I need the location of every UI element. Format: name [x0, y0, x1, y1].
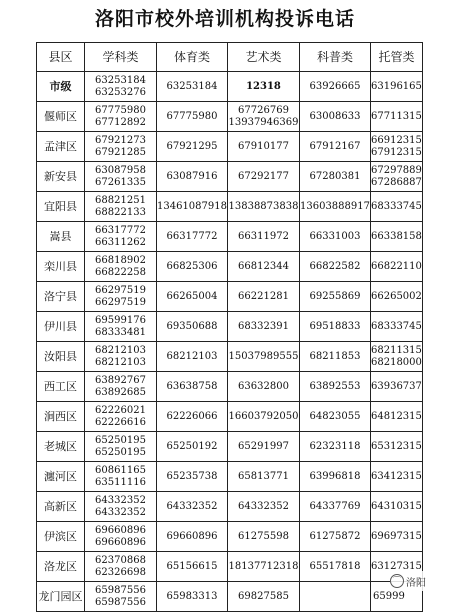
care-phone-cell: [371, 402, 423, 432]
subject-phone-cell: [85, 402, 157, 432]
phone-number: 67910177: [238, 140, 289, 152]
table-body: [37, 72, 423, 612]
science-phone-cell: [300, 582, 371, 612]
phone-number: 66818902: [95, 254, 146, 266]
phone-number: 63087958: [95, 164, 146, 176]
care-phone-cell: [371, 522, 423, 552]
table-header-row: [37, 43, 423, 72]
phone-number: 69660896: [95, 524, 146, 536]
arts-phone-cell: [228, 462, 300, 492]
phone-number: 68333481: [95, 326, 146, 338]
phone-number: 69350688: [166, 320, 218, 332]
phone-number: 67921295: [166, 140, 218, 152]
phone-number: 64332352: [95, 506, 146, 518]
county-cell: 宜阳县: [37, 192, 85, 222]
phone-number: 67712892: [95, 116, 146, 128]
phone-number: 16603792050: [228, 410, 299, 422]
phone-number: 63008633: [309, 110, 361, 122]
phone-number: 66317772: [95, 224, 146, 236]
phone-number: 66822582: [309, 260, 361, 272]
phone-number: 67292177: [238, 170, 289, 182]
phone-number: 64823055: [309, 410, 361, 422]
subject-phone-cell: [85, 522, 157, 552]
phone-number: 13461087918: [157, 200, 227, 212]
column-header: 体育类: [157, 43, 228, 72]
table-row: [37, 252, 423, 282]
subject-phone-cell: [85, 162, 157, 192]
column-header: 学科类: [85, 43, 157, 72]
care-phone-cell: [371, 432, 423, 462]
county-cell: 栾川县: [37, 252, 85, 282]
phone-number: 65987556: [95, 596, 146, 608]
sports-phone-cell: [157, 132, 228, 162]
phone-number: 67912315: [371, 146, 422, 158]
care-phone-cell: [371, 102, 423, 132]
phone-number: 68218000: [371, 356, 422, 368]
subject-phone-cell: [85, 102, 157, 132]
subject-phone-cell: [85, 72, 157, 102]
phone-number: 65250195: [95, 434, 146, 446]
phone-number: 66912315: [371, 134, 422, 146]
phone-number: 18137712318: [228, 560, 299, 572]
phone-number: 66825306: [166, 260, 218, 272]
county-cell: 市级: [37, 72, 85, 102]
phone-number: 63511116: [95, 476, 146, 488]
phone-number: 60861165: [95, 464, 146, 476]
phone-number: 69660896: [166, 530, 218, 542]
phone-number: 62226021: [95, 404, 146, 416]
column-header: 托管类: [371, 43, 423, 72]
care-phone-cell: [371, 282, 423, 312]
care-phone-cell: [371, 132, 423, 162]
phone-number: 65250192: [166, 440, 218, 452]
phone-number: 67921273: [95, 134, 146, 146]
science-phone-cell: [300, 552, 371, 582]
phone-number: 69697315: [371, 530, 422, 542]
phone-number: 65235738: [166, 470, 218, 482]
phone-number: 68211315: [371, 344, 422, 356]
phone-number: 67775980: [95, 104, 146, 116]
phone-number: 64337769: [309, 500, 361, 512]
arts-phone-cell: [228, 252, 300, 282]
phone-number: 68333745: [371, 320, 422, 332]
science-phone-cell: [300, 342, 371, 372]
phone-number: 66297519: [95, 284, 146, 296]
phone-number: 67286887: [371, 176, 422, 188]
complaint-phone-table: [36, 42, 423, 612]
science-phone-cell: [300, 282, 371, 312]
subject-phone-cell: [85, 132, 157, 162]
phone-number: 61275598: [238, 530, 289, 542]
sports-phone-cell: [157, 492, 228, 522]
phone-number: 63253184: [166, 80, 218, 92]
phone-number: 68212103: [95, 344, 146, 356]
phone-number: 65156615: [166, 560, 218, 572]
phone-number: 63087916: [166, 170, 218, 182]
phone-number: 63196165: [371, 80, 422, 92]
phone-number: 63892685: [95, 386, 146, 398]
sports-phone-cell: [157, 342, 228, 372]
table-row: [37, 222, 423, 252]
phone-number: 65517818: [309, 560, 361, 572]
care-phone-cell: [371, 492, 423, 522]
care-phone-cell: [371, 252, 423, 282]
phone-number: 63253276: [95, 86, 146, 98]
care-phone-cell: [371, 312, 423, 342]
subject-phone-cell: [85, 432, 157, 462]
phone-number: 66221281: [238, 290, 289, 302]
sports-phone-cell: [157, 222, 228, 252]
arts-phone-cell: [228, 342, 300, 372]
science-phone-cell: [300, 72, 371, 102]
care-phone-cell: [371, 162, 423, 192]
table-row: [37, 462, 423, 492]
phone-number: 65813771: [238, 470, 289, 482]
watermark-text: 洛阳: [406, 577, 426, 589]
table-row: [37, 492, 423, 522]
county-cell: 嵩县: [37, 222, 85, 252]
subject-phone-cell: [85, 282, 157, 312]
care-phone-cell: [371, 372, 423, 402]
phone-number: 12318: [246, 80, 281, 92]
phone-number: 65291997: [238, 440, 289, 452]
county-cell: 涧西区: [37, 402, 85, 432]
phone-number: 66311262: [95, 236, 146, 248]
phone-number: 64310315: [371, 500, 422, 512]
phone-number: 63892553: [309, 380, 361, 392]
phone-number: 68821251: [95, 194, 146, 206]
phone-number: 64812315: [371, 410, 422, 422]
phone-number: 67912167: [309, 140, 361, 152]
care-phone-cell: [371, 72, 423, 102]
county-cell: 孟津区: [37, 132, 85, 162]
table-row: [37, 372, 423, 402]
sports-phone-cell: [157, 192, 228, 222]
county-cell: 洛宁县: [37, 282, 85, 312]
table-row: [37, 342, 423, 372]
arts-phone-cell: [228, 432, 300, 462]
phone-number: 66297519: [95, 296, 146, 308]
arts-phone-cell: [228, 492, 300, 522]
phone-number: 67280381: [309, 170, 361, 182]
sports-phone-cell: [157, 252, 228, 282]
phone-number: 68212103: [166, 350, 218, 362]
county-cell: 伊滨区: [37, 522, 85, 552]
county-cell: 汝阳县: [37, 342, 85, 372]
sports-phone-cell: [157, 102, 228, 132]
table-row: [37, 132, 423, 162]
phone-number: 66822258: [95, 266, 146, 278]
science-phone-cell: [300, 522, 371, 552]
subject-phone-cell: [85, 312, 157, 342]
table-row: [37, 72, 423, 102]
table-row: [37, 102, 423, 132]
watermark: [390, 571, 450, 591]
phone-number: 66338158: [371, 230, 422, 242]
county-cell: 洛龙区: [37, 552, 85, 582]
phone-number: 68212103: [95, 356, 146, 368]
phone-number: 67726769: [238, 104, 289, 116]
phone-number: 68332391: [238, 320, 289, 332]
phone-number: 62226066: [166, 410, 218, 422]
county-cell: 高新区: [37, 492, 85, 522]
subject-phone-cell: [85, 192, 157, 222]
county-cell: 西工区: [37, 372, 85, 402]
phone-number: 67775980: [166, 110, 218, 122]
phone-number: 63892767: [95, 374, 146, 386]
subject-phone-cell: [85, 222, 157, 252]
arts-phone-cell: [228, 282, 300, 312]
sports-phone-cell: [157, 372, 228, 402]
table-row: [37, 282, 423, 312]
care-phone-cell: [371, 192, 423, 222]
science-phone-cell: [300, 162, 371, 192]
county-cell: 伊川县: [37, 312, 85, 342]
phone-number: 65999: [373, 590, 405, 602]
arts-phone-cell: [228, 552, 300, 582]
phone-number: 15037989555: [228, 350, 299, 362]
phone-number: 67297889: [371, 164, 422, 176]
phone-number: 69660896: [95, 536, 146, 548]
phone-number: 62323118: [309, 440, 361, 452]
subject-phone-cell: [85, 552, 157, 582]
science-phone-cell: [300, 252, 371, 282]
sports-phone-cell: [157, 402, 228, 432]
arts-phone-cell: [228, 162, 300, 192]
arts-phone-cell: [228, 522, 300, 552]
phone-number: 13838873838: [228, 200, 299, 212]
phone-number: 66311972: [238, 230, 289, 242]
arts-phone-cell: [228, 72, 300, 102]
table-row: [37, 402, 423, 432]
county-cell: 龙门园区: [37, 582, 85, 612]
sports-phone-cell: [157, 282, 228, 312]
table-row: [37, 192, 423, 222]
arts-phone-cell: [228, 402, 300, 432]
phone-number: 63936737: [371, 380, 422, 392]
science-phone-cell: [300, 102, 371, 132]
phone-number: 65987556: [95, 584, 146, 596]
phone-number: 66317772: [166, 230, 218, 242]
county-cell: 瀍河区: [37, 462, 85, 492]
science-phone-cell: [300, 432, 371, 462]
phone-number: 69255869: [309, 290, 361, 302]
phone-number: 64332352: [95, 494, 146, 506]
science-phone-cell: [300, 132, 371, 162]
table-row: [37, 552, 423, 582]
subject-phone-cell: [85, 372, 157, 402]
arts-phone-cell: [228, 192, 300, 222]
column-header: 艺术类: [228, 43, 300, 72]
subject-phone-cell: [85, 252, 157, 282]
county-cell: 新安县: [37, 162, 85, 192]
science-phone-cell: [300, 192, 371, 222]
sports-phone-cell: [157, 552, 228, 582]
science-phone-cell: [300, 312, 371, 342]
arts-phone-cell: [228, 222, 300, 252]
sports-phone-cell: [157, 162, 228, 192]
phone-number: 68211853: [309, 350, 361, 362]
subject-phone-cell: [85, 582, 157, 612]
phone-number: 61275872: [309, 530, 361, 542]
phone-number: 63996818: [309, 470, 361, 482]
phone-number: 63638758: [166, 380, 218, 392]
table-row: [37, 432, 423, 462]
phone-number: 65250195: [95, 446, 146, 458]
column-header: 科普类: [300, 43, 371, 72]
care-phone-cell: [371, 222, 423, 252]
arts-phone-cell: [228, 582, 300, 612]
phone-number: 13937946369: [228, 116, 299, 128]
phone-number: 65312315: [371, 440, 422, 452]
phone-number: 67711315: [371, 110, 422, 122]
arts-phone-cell: [228, 132, 300, 162]
sports-phone-cell: [157, 432, 228, 462]
phone-number: 63632800: [238, 380, 289, 392]
subject-phone-cell: [85, 492, 157, 522]
phone-number: 68333745: [371, 200, 422, 212]
phone-number: 66265002: [371, 290, 422, 302]
phone-number: 63253184: [95, 74, 146, 86]
sports-phone-cell: [157, 582, 228, 612]
science-phone-cell: [300, 462, 371, 492]
table-row: [37, 162, 423, 192]
phone-number: 62226616: [95, 416, 146, 428]
column-header: 县区: [37, 43, 85, 72]
phone-number: 62326698: [95, 566, 146, 578]
phone-number: 65983313: [166, 590, 218, 602]
subject-phone-cell: [85, 342, 157, 372]
phone-number: 63412315: [371, 470, 422, 482]
arts-phone-cell: [228, 372, 300, 402]
science-phone-cell: [300, 222, 371, 252]
sports-phone-cell: [157, 312, 228, 342]
phone-number: 66265004: [166, 290, 218, 302]
county-cell: 偃师区: [37, 102, 85, 132]
science-phone-cell: [300, 402, 371, 432]
phone-number: 64332352: [238, 500, 289, 512]
phone-number: 67921285: [95, 146, 146, 158]
phone-number: 63127315: [371, 560, 422, 572]
phone-number: 68822133: [95, 206, 146, 218]
wechat-icon: ⌒: [390, 574, 404, 588]
care-phone-cell: [371, 342, 423, 372]
table-row: [37, 522, 423, 552]
phone-number: 66812344: [238, 260, 289, 272]
science-phone-cell: [300, 372, 371, 402]
phone-number: 66822110: [371, 260, 422, 272]
phone-number: 62370868: [95, 554, 146, 566]
phone-number: 63926665: [309, 80, 361, 92]
phone-number: 66331003: [309, 230, 361, 242]
arts-phone-cell: [228, 102, 300, 132]
phone-number: 64332352: [166, 500, 218, 512]
phone-number: 69599176: [95, 314, 146, 326]
care-phone-cell: [371, 462, 423, 492]
phone-number: 67261335: [95, 176, 146, 188]
table-row: [37, 582, 423, 612]
table-row: [37, 312, 423, 342]
sports-phone-cell: [157, 462, 228, 492]
county-cell: 老城区: [37, 432, 85, 462]
page-title: 洛阳市校外培训机构投诉电话: [94, 8, 355, 30]
sports-phone-cell: [157, 522, 228, 552]
arts-phone-cell: [228, 312, 300, 342]
phone-number: 13603888917: [300, 200, 370, 212]
subject-phone-cell: [85, 462, 157, 492]
phone-number: 69518833: [309, 320, 361, 332]
sports-phone-cell: [157, 72, 228, 102]
science-phone-cell: [300, 492, 371, 522]
phone-number: 69827585: [238, 590, 289, 602]
